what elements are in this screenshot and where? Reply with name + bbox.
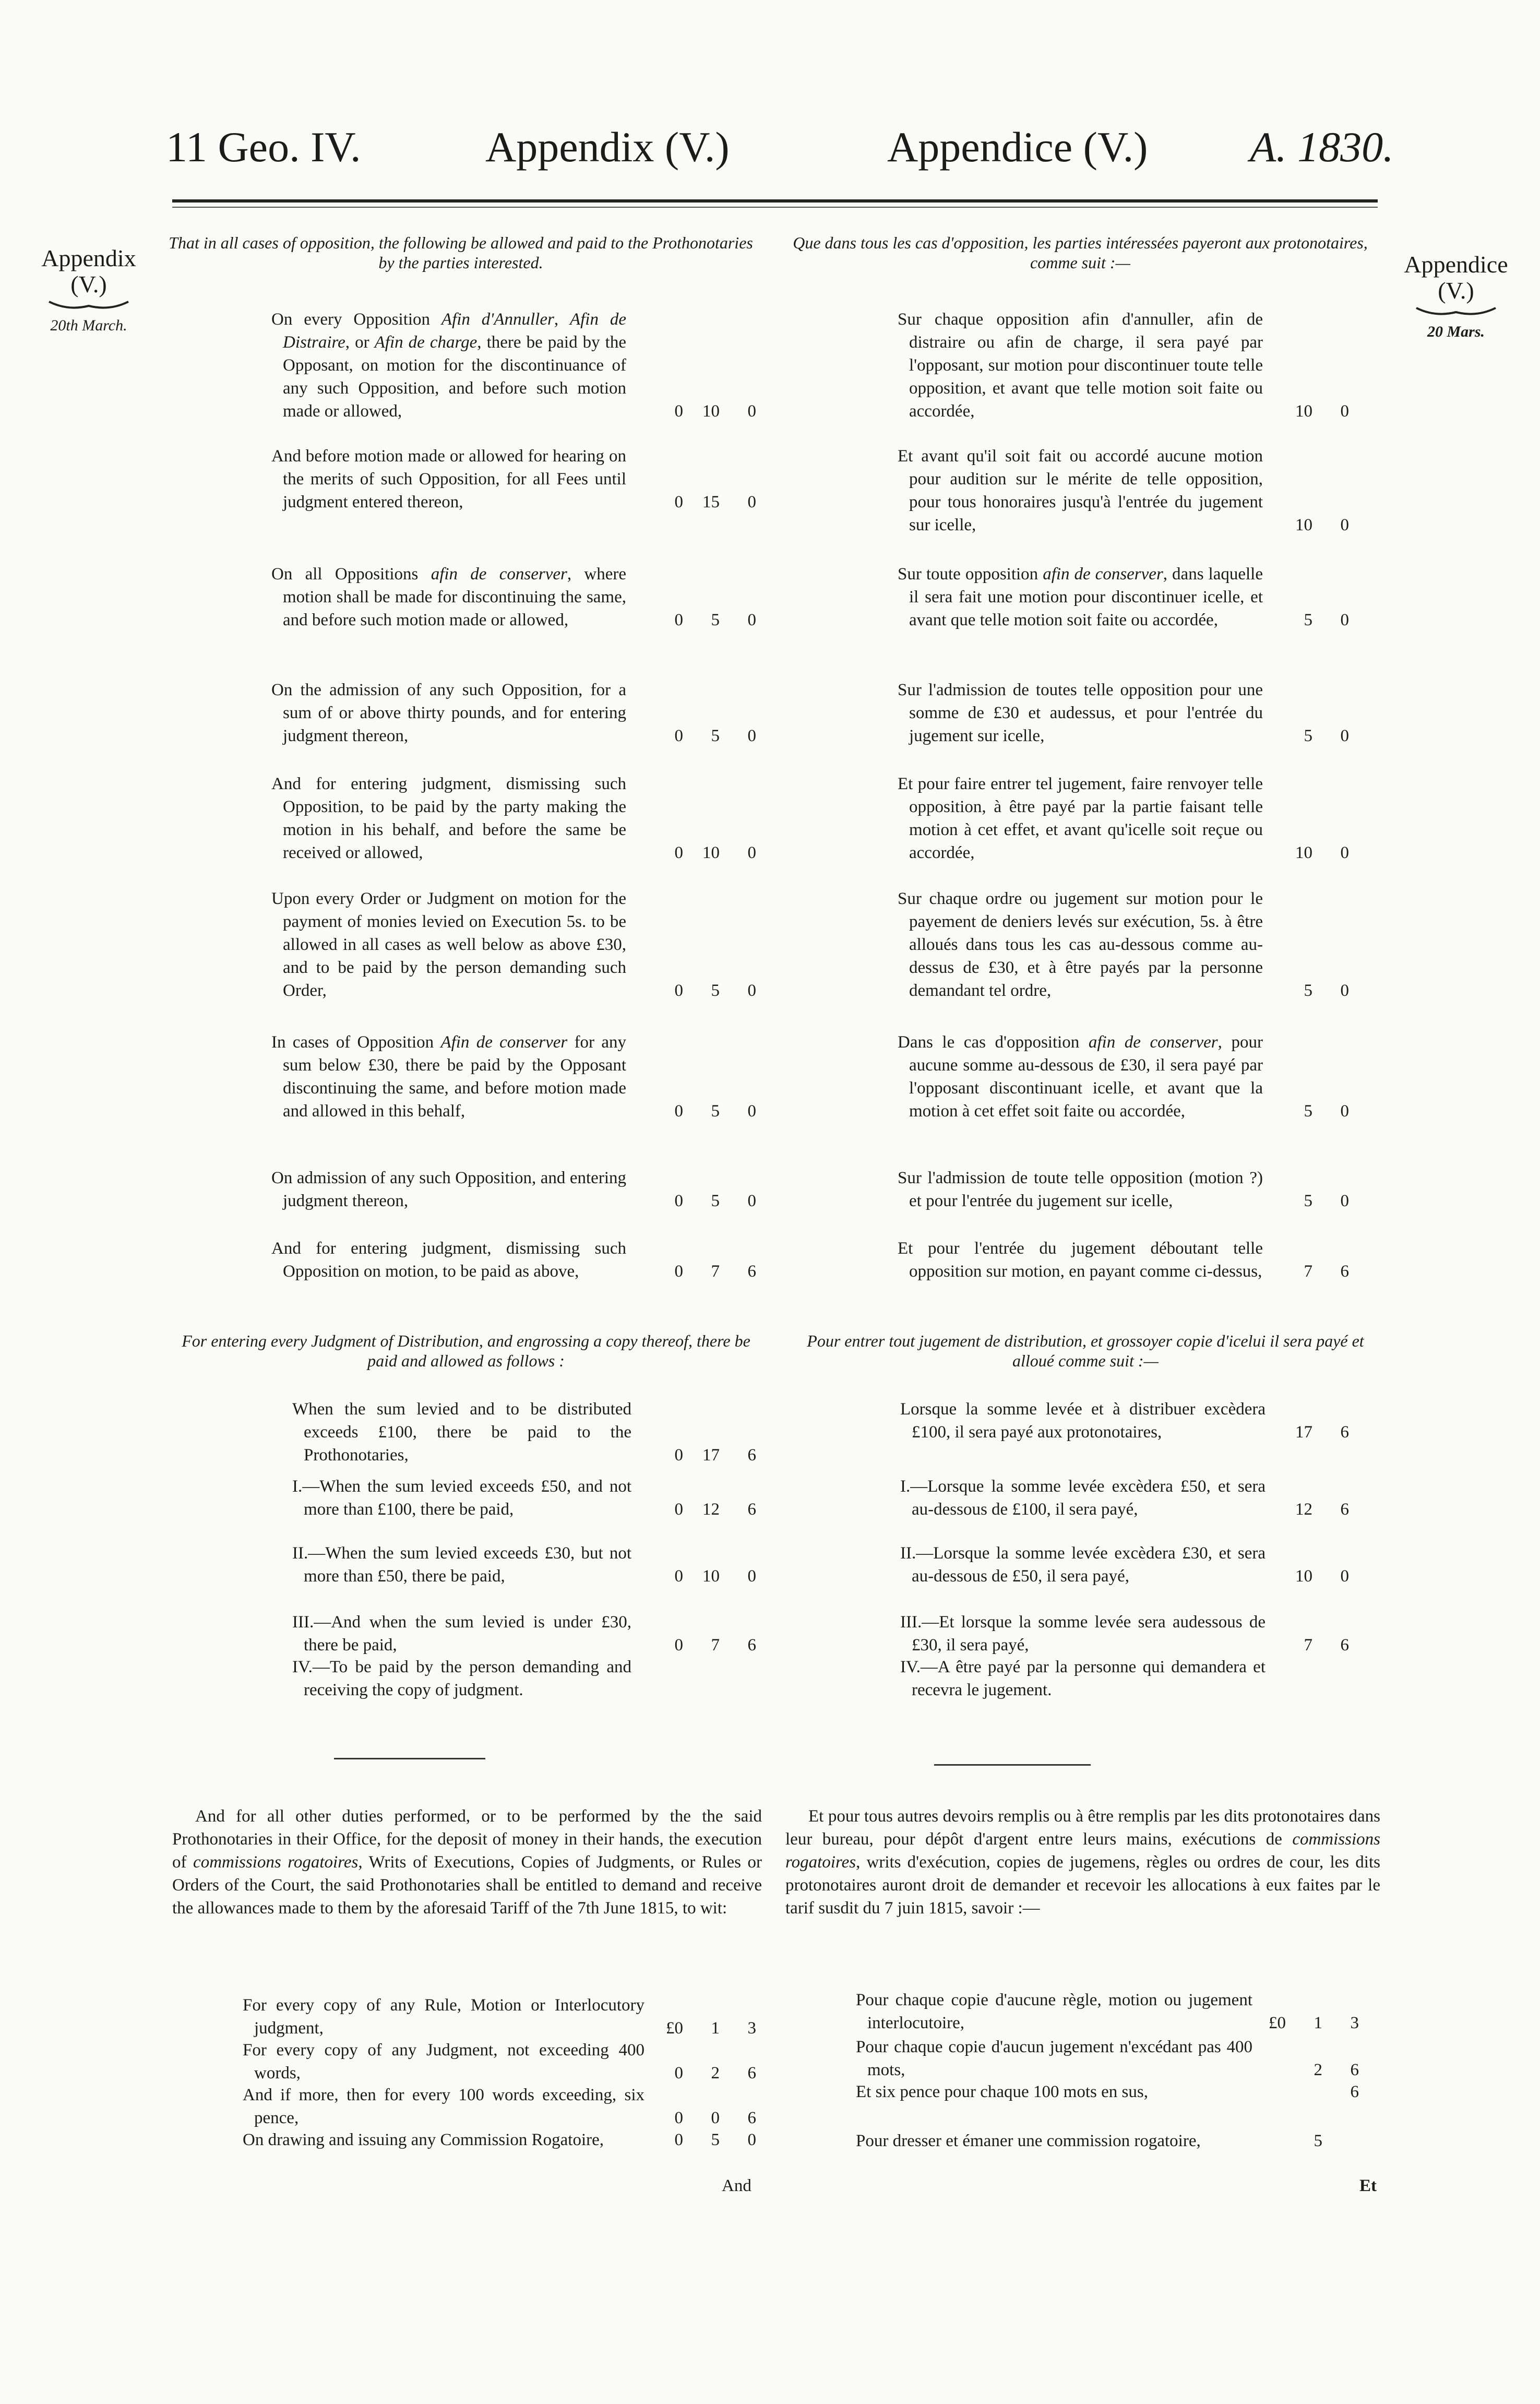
tariff-entry-text: IV.—To be paid by the person demanding and receiving the copy of judgment. [292,1658,631,1699]
amount-shillings: 7 [711,1636,720,1655]
tariff-entry [900,1656,1266,1701]
amount-shillings: 5 [1304,981,1312,1000]
amount-shillings: 1 [1314,2014,1322,2032]
tariff-entry-text: On drawing and issuing any Commission Rogatoire, [243,2131,604,2149]
tariff-entry [271,1167,626,1212]
amount-pence: 6 [747,2109,756,2127]
tariff-entry [898,563,1263,632]
tariff-entry-text: Pour chaque copie d'aucune règle, motion ou jugement interlocutoire, [856,1991,1252,2032]
tariff-amount [660,2128,756,2151]
amount-pounds: 0 [674,402,683,421]
amount-shillings: 5 [711,981,720,1000]
paragraph-en: And for all other duties performed, or to be performed by the the said Prothonotaries in their Office, for the deposit of money in their hands, the execution of commissions rogatoires, Writs of Executions, Copies of Judgments, or Rules or Orders of the Court, the said Prothonotaries shall be entitled to demand and receive the allowances made to them by the aforesaid Tariff of the 7th June 1815, to wit: [172,1807,762,1918]
tariff-entry [271,563,626,632]
amount-shillings: 15 [702,493,720,511]
amount-pounds: 0 [674,981,683,1000]
amount-pence: 0 [747,1567,756,1586]
amount-shillings: 5 [711,611,720,629]
tariff-entry-text: And before motion made or allowed for hearing on the merits of such Opposition, for all Fees until judgment entered thereon, [271,447,626,511]
margin-label: Appendice [1404,251,1508,278]
tariff-entry [856,2036,1252,2081]
margin-note-left [37,245,141,337]
amount-shillings: 12 [702,1500,720,1519]
tariff-entry-text: Et six pence pour chaque 100 mots en sus, [856,2082,1148,2101]
amount-pounds: 0 [674,1500,683,1519]
tariff-entry [898,1167,1263,1212]
tariff-amount [660,400,756,423]
tariff-entry-text: And if more, then for every 100 words exceeding, six pence, [243,2086,644,2127]
amount-pounds: 0 [674,727,683,745]
amount-pounds: 0 [674,493,683,511]
tariff-entry-text: On the admission of any such Opposition, for a sum of or above thirty pounds, and for entering judgment thereon, [271,681,626,745]
amount-shillings: 10 [702,1567,720,1586]
amount-shillings: 7 [1304,1262,1312,1281]
tariff-entry [243,2128,644,2151]
tariff-amount [660,1189,756,1212]
tariff-amount [660,1498,756,1521]
amount-pence: 0 [1340,843,1349,862]
amount-shillings: 5 [711,727,720,745]
tariff-entry [898,445,1263,537]
tariff-amount [1276,400,1349,423]
tariff-amount [660,2062,756,2085]
amount-pounds: 0 [674,1567,683,1586]
intro-fr-opposition: Que dans tous les cas d'opposition, les parties intéressées payeront aux protonotaires, comme suit :— [793,233,1368,272]
margin-label: Appendix [41,245,136,271]
tariff-amount [1276,1498,1349,1521]
amount-shillings: 5 [1314,2132,1322,2150]
amount-shillings: 5 [711,1102,720,1121]
tariff-entry-text: Pour chaque copie d'aucun jugement n'excédant pas 400 mots, [856,2038,1252,2079]
tariff-entry-text: IV.—A être payé par la personne qui demandera et recevra le jugement. [900,1658,1266,1699]
tariff-amount [660,609,756,632]
tariff-entry [900,1611,1266,1657]
tariff-entry-text: For every copy of any Rule, Motion or Interlocutory judgment, [243,1996,644,2038]
tariff-amount [660,1679,756,1701]
tariff-entry-text: Et pour faire entrer tel jugement, faire renvoyer telle opposition, à être payé par la partie faisant telle motion à cet effet, et avant qu'icelle soit reçue ou accordée, [898,775,1263,862]
running-head-year: A. 1830. [1250,123,1394,171]
amount-pounds: 0 [674,1102,683,1121]
amount-shillings: 7 [1304,1636,1312,1655]
amount-pence: 0 [1340,611,1349,629]
tariff-entry-text: II.—When the sum levied exceeds £30, but not more than £50, there be paid, [292,1544,631,1586]
amount-shillings: 5 [711,2131,720,2149]
tariff-amount [660,1634,756,1657]
margin-date: 20 Mars. [1427,323,1485,340]
amount-pence: 0 [747,493,756,511]
tariff-amount [1276,1100,1349,1123]
tariff-entry-text: Sur toute opposition afin de conserver, dans laquelle il sera fait une motion pour discontinuer icelle, et avant que telle motion soit faite ou accordée, [898,565,1263,629]
tariff-entry [856,1989,1252,2034]
tariff-entry [271,887,626,1002]
margin-note-right [1399,252,1513,343]
amount-pence: 0 [747,402,756,421]
tariff-entry [292,1398,631,1467]
tariff-amount [1276,979,1349,1002]
amount-pence: 0 [1340,402,1349,421]
amount-shillings: 7 [711,1262,720,1281]
amount-pence: 6 [747,1500,756,1519]
amount-pence: 0 [1340,727,1349,745]
brace-icon [47,300,130,312]
header-rule [172,199,1378,203]
tariff-entry [898,1237,1263,1283]
amount-pounds: £0 [666,2019,683,2038]
tariff-entry [243,2084,644,2129]
amount-shillings: 5 [1304,727,1312,745]
paragraph-fr: Et pour tous autres devoirs remplis ou à être remplis par les dits protonotaires dans leur bureau, pour dépôt d'argent entre leurs mains, exécutions de commissions rogatoires, writs d'exécution, copies de jugemens, règles ou ordres de cour, les dits protonotaires auront droit de demander et recevoir les allocations à eux faites par le tarif susdit du 7 juin 1815, savoir :— [785,1807,1380,1918]
amount-pounds: 0 [674,2131,683,2149]
tariff-entry-text: Sur l'admission de toutes telle opposition pour une somme de £30 et audessus, et pour l'entrée du jugement sur icelle, [898,681,1263,745]
tariff-entry [271,679,626,747]
amount-shillings: 10 [702,843,720,862]
tariff-amount [660,979,756,1002]
tariff-entry [900,1475,1266,1521]
amount-shillings: 2 [1314,2061,1322,2079]
tariff-amount [660,841,756,864]
tariff-amount [1263,2058,1359,2081]
tariff-amount [1276,514,1349,537]
tariff-entry-text: Sur chaque opposition afin d'annuller, afin de distraire ou afin de charge, il sera payé par l'opposant, sur motion pour discontinuer toute telle opposition, et avant que telle motion soit faite ou accordée, [898,310,1263,421]
tariff-entry-text: In cases of Opposition Afin de conserver for any sum below £30, there be paid by the Opposant discontinuing the same, and before motion made and allowed in this behalf, [271,1033,626,1121]
tariff-entry [243,2039,644,2085]
tariff-amount [660,2017,756,2040]
amount-pence: 0 [1340,1567,1349,1586]
amount-pence: 6 [1350,2082,1359,2101]
tariff-entry-text: Lorsque la somme levée et à distribuer excèdera £100, il sera payé aux protonotaires, [900,1400,1266,1442]
amount-shillings: 17 [702,1446,720,1465]
amount-pounds: 0 [674,611,683,629]
amount-pence: 0 [1340,516,1349,534]
tariff-amount [1276,1565,1349,1588]
amount-shillings: 10 [1295,516,1312,534]
tariff-amount [660,1260,756,1283]
tariff-entry [271,1031,626,1123]
tariff-entry-text: Et avant qu'il soit fait ou accordé aucune motion pour audition sur le mérite de telle opposition, pour tous honoraires jusqu'à l'entrée du jugement sur icelle, [898,447,1263,534]
tariff-amount [660,2107,756,2129]
amount-shillings: 1 [711,2019,720,2038]
intro-en-opposition: That in all cases of opposition, the following be allowed and paid to the Prothonotaries by the parties interested. [169,233,753,272]
amount-shillings: 5 [1304,611,1312,629]
amount-pence: 6 [747,2064,756,2082]
tariff-amount [1276,1679,1349,1701]
amount-pounds: 0 [674,1446,683,1465]
tariff-entry [292,1475,631,1521]
amount-pence: 6 [747,1636,756,1655]
tariff-entry-text: II.—Lorsque la somme levée excèdera £30, et sera au-dessous de £50, il sera payé, [900,1544,1266,1586]
tariff-amount [660,1100,756,1123]
brace-icon [1414,306,1498,318]
tariff-entry-text: For every copy of any Judgment, not exceeding 400 words, [243,2041,644,2082]
tariff-amount [1276,841,1349,864]
amount-pence: 0 [747,843,756,862]
amount-pence: 6 [1350,2061,1359,2079]
tariff-entry [271,308,626,423]
amount-pence: 6 [1340,1636,1349,1655]
tariff-entry-text: Pour dresser et émaner une commission rogatoire, [856,2132,1201,2150]
margin-date: 20th March. [50,317,127,334]
tariff-entry [243,1994,644,2040]
tariff-entry [271,772,626,864]
tariff-amount [1263,2080,1359,2103]
tariff-entry-text: Upon every Order or Judgment on motion for the payment of monies levied on Execution 5s. to be allowed in all cases as well below as above £30, and to be paid by the person demanding such Order, [271,889,626,1000]
amount-pence: 0 [747,1102,756,1121]
tariff-entry [898,308,1263,423]
tariff-amount [1276,1421,1349,1444]
amount-shillings: 5 [1304,1192,1312,1210]
tariff-entry [900,1542,1266,1588]
tariff-entry-text: III.—Et lorsque la somme levée sera audessous de £30, il sera payé, [900,1613,1266,1655]
tariff-entry [898,1031,1263,1123]
tariff-entry-text: Sur l'admission de toute telle opposition (motion ?) et pour l'entrée du jugement sur icelle, [898,1169,1263,1210]
amount-pounds: 0 [674,2109,683,2127]
tariff-amount [1276,1260,1349,1283]
tariff-entry [292,1611,631,1657]
tariff-entry [856,2129,1252,2152]
tariff-entry-text: On all Oppositions afin de conserver, where motion shall be made for discontinuing the same, and before such motion made or allowed, [271,565,626,629]
catchword-en: And [722,2176,751,2195]
tariff-entry-text: I.—Lorsque la somme levée excèdera £50, et sera au-dessous de £100, il sera payé, [900,1477,1266,1519]
tariff-entry-text: And for entering judgment, dismissing such Opposition on motion, to be paid as above, [271,1239,626,1281]
tariff-amount [660,724,756,747]
amount-pence: 6 [1340,1262,1349,1281]
intro-en-distribution: For entering every Judgment of Distribution, and engrossing a copy thereof, there be paid and allowed as follows : [182,1331,750,1370]
tariff-amount [1276,1634,1349,1657]
amount-pence: 6 [747,1446,756,1465]
tariff-amount [660,491,756,514]
tariff-amount [1276,724,1349,747]
margin-letter: (V.) [70,271,107,297]
tariff-entry-text: On every Opposition Afin d'Annuller, Afin de Distraire, or Afin de charge, there be paid by the Opposant, on motion for the discontinuance of any such Opposition, and before such motion made or allowed, [271,310,627,421]
tariff-entry [271,445,626,514]
header-rule-thin [172,207,1378,208]
amount-pence: 0 [747,2131,756,2149]
tariff-entry [898,679,1263,747]
running-head-appendix-en: Appendix (V.) [485,123,730,171]
amount-shillings: 5 [1304,1102,1312,1121]
tariff-amount [1263,2129,1359,2152]
amount-pounds: 0 [674,1192,683,1210]
amount-shillings: 0 [711,2109,720,2127]
tariff-entry-text: On admission of any such Opposition, and entering judgment thereon, [271,1169,626,1210]
amount-shillings: 10 [1295,402,1312,421]
tariff-entry [292,1656,631,1701]
catchword-fr: Et [1359,2176,1377,2195]
tariff-amount [1263,2012,1359,2034]
amount-pence: 3 [1350,2014,1359,2032]
amount-pounds: 0 [674,1262,683,1281]
tariff-amount [660,1565,756,1588]
tariff-entry [898,887,1263,1002]
running-head-appendix-fr: Appendice (V.) [887,123,1148,171]
amount-shillings: 12 [1295,1500,1312,1519]
section-rule-en [334,1758,485,1759]
amount-pence: 6 [1340,1423,1349,1442]
tariff-entry-text: Sur chaque ordre ou jugement sur motion pour le payement de deniers levés sur exécution, 5s. à être alloués dans tous les cas au-dessous comme au-dessus de £30, et à être payés par la personne demandant tel ordre, [898,889,1263,1000]
tariff-entry-text: And for entering judgment, dismissing such Opposition, to be paid by the party making the motion in his behalf, and before the same be received or allowed, [271,775,626,862]
tariff-entry [292,1542,631,1588]
amount-shillings: 17 [1295,1423,1312,1442]
amount-pounds: 0 [674,843,683,862]
amount-pence: 0 [747,1192,756,1210]
intro-fr-distribution: Pour entrer tout jugement de distribution, et grossoyer copie d'icelui il sera payé et alloué comme suit :— [807,1331,1364,1370]
amount-shillings: 10 [702,402,720,421]
amount-pounds: 0 [674,1636,683,1655]
amount-shillings: 2 [711,2064,720,2082]
running-head-session: 11 Geo. IV. [166,123,361,171]
amount-pence: 3 [747,2019,756,2038]
tariff-entry-text: When the sum levied and to be distributed exceeds £100, there be paid to the Prothonotaries, [292,1400,631,1465]
tariff-entry [856,2080,1252,2103]
margin-letter: (V.) [1438,277,1474,304]
amount-pounds: 0 [674,2064,683,2082]
section-rule-fr [934,1764,1091,1766]
tariff-entry-text: Dans le cas d'opposition afin de conserver, pour aucune somme au-dessous de £30, il sera payé par l'opposant discontinuant icelle, et avant que la motion à cet effet soit faite ou accordée, [898,1033,1263,1121]
tariff-amount [1276,1189,1349,1212]
tariff-entry [900,1398,1266,1444]
tariff-amount [1276,609,1349,632]
amount-pence: 0 [747,981,756,1000]
tariff-entry-text: I.—When the sum levied exceeds £50, and not more than £100, there be paid, [292,1477,631,1519]
amount-pence: 0 [1340,981,1349,1000]
tariff-entry-text: III.—And when the sum levied is under £30, there be paid, [292,1613,631,1655]
amount-pence: 0 [1340,1192,1349,1210]
amount-shillings: 10 [1295,843,1312,862]
tariff-entry-text: Et pour l'entrée du jugement déboutant telle opposition sur motion, en payant comme ci-dessus, [898,1239,1263,1281]
amount-shillings: 5 [711,1192,720,1210]
amount-pence: 0 [1340,1102,1349,1121]
amount-pence: 0 [747,727,756,745]
amount-shillings: 10 [1295,1567,1312,1586]
tariff-entry [271,1237,626,1283]
amount-pence: 6 [747,1262,756,1281]
tariff-entry [898,772,1263,864]
amount-pence: 0 [747,611,756,629]
amount-pence: 6 [1340,1500,1349,1519]
tariff-amount [660,1444,756,1467]
amount-pounds: £0 [1269,2014,1286,2032]
